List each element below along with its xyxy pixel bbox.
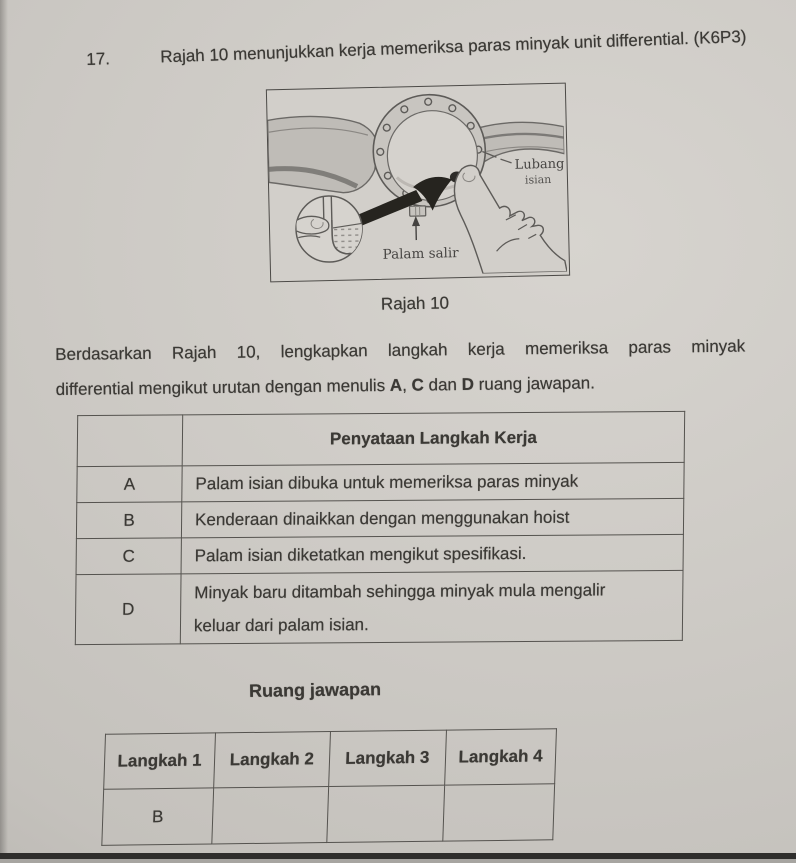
answer-col-header-2: Langkah 2	[214, 732, 330, 788]
answer-cell-4	[443, 784, 555, 841]
steps-table	[75, 411, 685, 645]
question-line	[86, 26, 786, 70]
figure-box	[266, 83, 570, 283]
drain-plug-arrow	[412, 216, 421, 240]
step-row-a	[77, 462, 684, 502]
instruction-line2: differential mengikut urutan dengan menulis A, C dan D ruang jawapan.	[55, 373, 596, 399]
steps-header-cell: Penyataan Langkah Kerja	[182, 411, 685, 466]
answer-table	[101, 728, 557, 846]
step-label-d: D	[75, 574, 181, 645]
step-row-b	[76, 498, 683, 538]
answer-cell-2	[212, 787, 328, 844]
scan-edge-bottom-light	[0, 859, 796, 863]
step-text-a: Palam isian dibuka untuk memeriksa paras minyak	[182, 462, 684, 502]
answer-data-row	[102, 784, 555, 846]
axle-tube-left	[267, 115, 379, 194]
answer-cell-3	[326, 785, 444, 842]
steps-header-empty-cell	[77, 415, 183, 467]
label-palam-salir: Palam salir	[382, 245, 459, 263]
figure-caption: Rajah 10	[380, 293, 450, 314]
instruction-line1: Berdasarkan Rajah 10, lengkapkan langkah kerja memeriksa paras minyak	[55, 336, 746, 364]
answer-cell-1: B	[102, 788, 214, 845]
label-isian: isian	[524, 172, 552, 187]
scan-edge-left	[0, 0, 8, 863]
step-label-a: A	[77, 466, 182, 503]
step-label-c: C	[76, 538, 181, 575]
drain-plug	[410, 206, 426, 216]
answer-col-header-3: Langkah 3	[328, 730, 446, 786]
question-text: Rajah 10 menunjukkan kerja memeriksa paras minyak unit differential. (K6P3)	[159, 26, 747, 67]
step-row-d	[75, 570, 683, 644]
step-label-b: B	[76, 502, 181, 539]
step-text-c: Palam isian diketatkan mengikut spesifikasi.	[181, 534, 683, 574]
instruction-paragraph	[55, 329, 746, 407]
answer-col-header-4: Langkah 4	[445, 729, 557, 785]
differential-diagram	[267, 84, 567, 279]
answer-header-row	[104, 729, 557, 790]
step-text-d: Minyak baru ditambah sehingga minyak mula mengalir keluar dari palam isian.	[180, 570, 683, 644]
step-row-c	[76, 534, 683, 574]
answer-section-title: Ruang jawapan	[248, 679, 382, 701]
step-text-b: Kenderaan dinaikkan dengan menggunakan hoist	[181, 498, 683, 538]
label-lubang: Lubang	[514, 156, 565, 173]
oil-level-inset	[295, 194, 364, 267]
question-number: 17.	[86, 49, 111, 69]
steps-header-row	[77, 411, 685, 466]
answer-col-header-1: Langkah 1	[104, 733, 216, 789]
